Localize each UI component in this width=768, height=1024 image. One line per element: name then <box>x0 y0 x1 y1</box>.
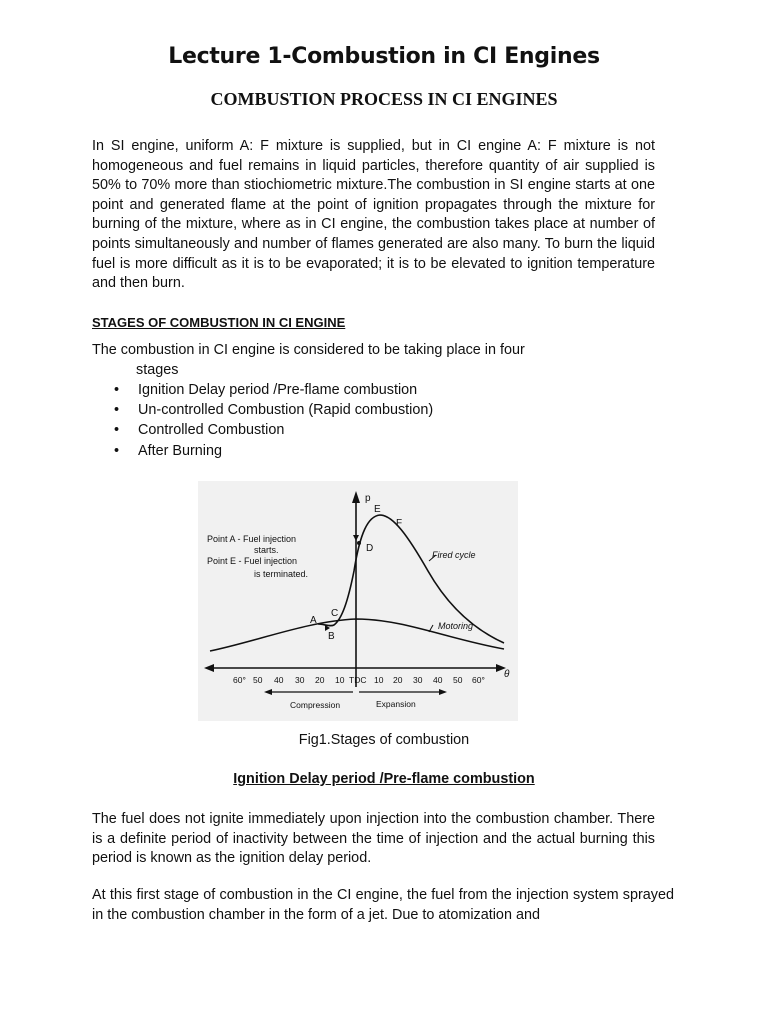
point-e-label: E <box>374 504 381 515</box>
point-b-label: B <box>328 631 335 642</box>
tick-label: 50 <box>253 675 263 685</box>
point-a-label: A <box>310 615 317 626</box>
note-line4: is terminated. <box>254 569 309 579</box>
tick-label: 30 <box>413 675 423 685</box>
tick-label: TDC <box>349 675 367 685</box>
x-axis-label: θ <box>504 669 510 680</box>
list-item: • After Burning <box>114 441 433 461</box>
note-line1: Point A - Fuel injection <box>207 534 297 544</box>
stages-intro <box>92 341 655 380</box>
y-axis-arrow <box>352 491 360 503</box>
list-item: • Controlled Combustion <box>114 420 433 440</box>
note-line2: starts. <box>254 545 279 555</box>
d-arrow <box>353 535 359 541</box>
tick-label: 20 <box>315 675 325 685</box>
tick-label: 10 <box>335 675 345 685</box>
figure-caption: Fig1.Stages of combustion <box>298 732 470 748</box>
ignition-delay-paragraph: The fuel does not ignite immediately upon injection into the combustion chamber. There is a definite period of inactivity between the time of injection and the actual burning this period is known as the ignition delay period. <box>92 811 655 867</box>
section-title: COMBUSTION PROCESS IN CI ENGINES <box>210 89 558 109</box>
compression-arrowhead <box>264 689 272 695</box>
ignition-delay-heading: Ignition Delay period /Pre-flame combustion <box>233 771 535 787</box>
x-axis-arrow-left <box>204 664 214 672</box>
note-line3: Point E - Fuel injection <box>207 556 298 566</box>
y-axis-label: p <box>365 493 371 504</box>
expansion-label: Expansion <box>376 699 416 709</box>
list-item: • Ignition Delay period /Pre-flame combustion <box>114 380 433 400</box>
point-d-label: D <box>366 543 374 554</box>
fired-cycle-label: Fired cycle <box>432 550 476 560</box>
expansion-arrowhead <box>439 689 447 695</box>
tick-label: 50 <box>453 675 463 685</box>
x-tick-labels <box>233 675 485 685</box>
combustion-stages-figure <box>198 481 518 721</box>
tick-label: 30 <box>295 675 305 685</box>
point-c-label: C <box>331 608 339 619</box>
stages-heading: STAGES OF COMBUSTION IN CI ENGINE <box>92 315 346 330</box>
tick-label: 10 <box>374 675 384 685</box>
first-stage-paragraph: At this first stage of combustion in the CI engine, the fuel from the injection system sprayed in the combustion chamber in the form of a jet. Due to atomization and <box>92 887 674 923</box>
point-f-label: F <box>396 518 403 529</box>
tick-label: 40 <box>433 675 443 685</box>
intro-paragraph: In SI engine, uniform A: F mixture is supplied, but in CI engine A: F mixture is not homogeneous and fuel remains in liquid particles, therefore quantity of air supplied is 50% to 70% more than stiochiometric mixture.The combustion in SI engine starts at one point and generated flame at the point of ignition propagates through the mixture for burning of the mixture, where as in CI engine, the combustion takes place at number of points simultaneously and number of flames generated are also many. To burn the liquid fuel is more difficult as it is to be evaporated; it is to be elevated to ignition temperature and then burn. <box>92 138 655 292</box>
tick-label: 40 <box>274 675 284 685</box>
tick-label: 60° <box>472 675 485 685</box>
lecture-title: Lecture 1-Combustion in CI Engines <box>168 44 600 69</box>
tick-label: 20 <box>393 675 403 685</box>
list-item: • Un-controlled Combustion (Rapid combustion) <box>114 400 433 420</box>
point-d-marker <box>357 541 361 545</box>
stages-intro-line2: stages <box>136 361 179 378</box>
stages-intro-line1: The combustion in CI engine is considered to be taking place in four <box>92 342 525 358</box>
compression-label: Compression <box>290 700 341 710</box>
stages-list <box>114 380 433 461</box>
fired-cycle-curve <box>318 515 504 643</box>
motoring-label: Motoring <box>438 621 474 631</box>
tick-label: 60° <box>233 675 246 685</box>
